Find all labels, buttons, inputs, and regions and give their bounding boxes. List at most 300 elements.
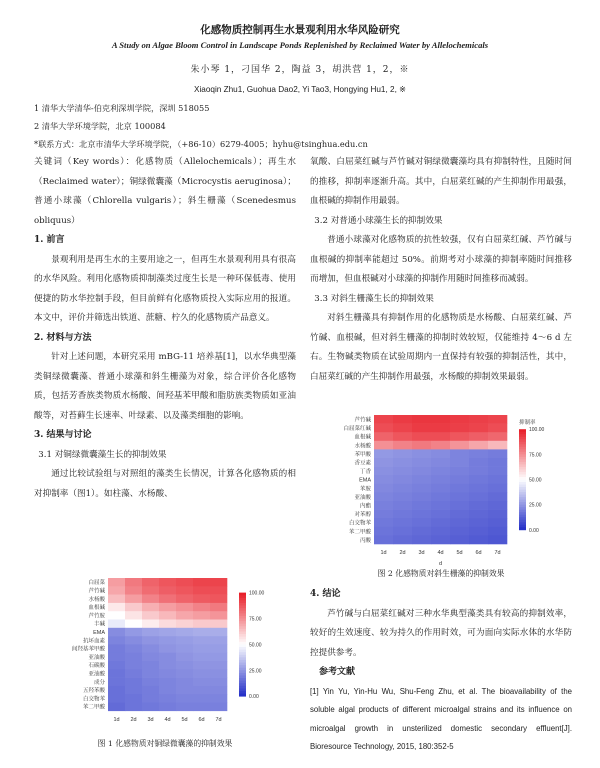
heatmap-cell [142, 595, 159, 604]
heatmap-cell [176, 578, 193, 587]
legend-swatch [239, 631, 246, 634]
heatmap-cell [412, 467, 431, 476]
column-label: 4d [164, 716, 171, 723]
subsection-3-2-heading: 3.2 对普通小球藻生长的抑制效果 [314, 215, 443, 226]
row-label: 水杨酸 [354, 443, 371, 450]
column-label: 1d [113, 716, 120, 723]
heatmap-cell [142, 686, 159, 695]
heatmap-cell [393, 441, 412, 450]
column-label: 7d [215, 716, 222, 723]
heatmap-cell [412, 527, 431, 536]
row-label: 水杨酸 [88, 596, 105, 603]
heatmap-cell [431, 527, 450, 536]
heatmap-cell [488, 475, 507, 484]
subsection-3-1-heading: 3.1 对铜绿微囊藻生长的抑制效果 [38, 449, 167, 460]
x-axis-label: d [438, 561, 443, 567]
heatmap-cell [374, 432, 393, 441]
legend-swatch [239, 652, 246, 655]
heatmap-cell [393, 415, 412, 424]
heatmap-cell [176, 686, 193, 695]
legend-swatch [239, 626, 246, 629]
heatmap-cell [450, 458, 469, 467]
heatmap-cell [210, 595, 227, 604]
legend-swatch [239, 655, 246, 658]
legend-swatch [519, 449, 526, 452]
figure-2-caption: 图 2 化感物质对斜生栅藻的抑制效果 [377, 569, 505, 578]
legend-title: 抑制率 [519, 420, 536, 427]
heatmap-cell [159, 620, 176, 629]
row-label: 石碳酸 [88, 663, 105, 670]
heatmap-cell [450, 510, 469, 519]
heatmap-cell [393, 535, 412, 544]
heatmap-cell [431, 424, 450, 433]
heatmap-cell [374, 449, 393, 458]
legend-swatch [239, 616, 246, 619]
authors-zh: 朱小琴 1，刁国华 2，陶益 3，胡洪营 1，2，※ [190, 65, 410, 75]
heatmap-cell [374, 518, 393, 527]
heatmap-cell [176, 694, 193, 703]
heatmap-cell [412, 518, 431, 527]
heatmap-cell [159, 586, 176, 595]
column-label: 5d [181, 716, 188, 723]
heatmap-cell [488, 458, 507, 467]
heatmap-cell [176, 669, 193, 678]
heatmap-cell [450, 518, 469, 527]
heatmap-cell [393, 492, 412, 501]
legend-tick: 25.00 [529, 502, 542, 509]
right-column-top [310, 153, 572, 387]
legend-tick: 0.00 [249, 694, 259, 701]
heatmap-cell [125, 586, 142, 595]
legend-tick: 75.00 [529, 452, 542, 459]
heatmap-cell [125, 703, 142, 712]
legend-swatch [519, 469, 526, 472]
heatmap-cell [374, 535, 393, 544]
legend-swatch [239, 619, 246, 622]
heatmap-cell [125, 653, 142, 662]
results-paragraph-1-cont: 氧酸、白屈菜红碱与芦竹碱对铜绿微囊藻均具有抑制特性，且随时间的推移，抑制率逐渐升高。其中，白屈菜红碱的产生抑制作用最强，血根碱的抑制作用最弱。 [310, 157, 572, 206]
heatmap-cell [469, 535, 488, 544]
legend-swatch [519, 487, 526, 490]
legend-swatch [519, 512, 526, 515]
heatmap-cell [450, 484, 469, 493]
heatmap-cell [488, 510, 507, 519]
legend-swatch [239, 678, 246, 681]
legend-swatch [239, 647, 246, 650]
row-label: EMA [359, 477, 371, 484]
legend-swatch [519, 490, 526, 493]
heatmap-cell [108, 620, 125, 629]
heatmap-cell [488, 441, 507, 450]
heatmap-cell [374, 492, 393, 501]
heatmap-cell [488, 501, 507, 510]
heatmap-cell [374, 475, 393, 484]
heatmap-cell [142, 703, 159, 712]
column-label: 2d [399, 550, 406, 556]
legend-swatch [519, 474, 526, 477]
heatmap-cell [469, 518, 488, 527]
legend-swatch [519, 464, 526, 467]
legend-swatch [519, 437, 526, 440]
heatmap-cell [412, 458, 431, 467]
heatmap-cell [393, 518, 412, 527]
row-label: 亚油酸 [88, 654, 105, 661]
legend-swatch [519, 520, 526, 523]
heatmap-cell [193, 628, 210, 637]
conclusion-paragraph: 芦竹碱与白屈菜红碱对三种水华典型藻类具有较高的抑制效率，较好的生效速度、较为持久的作用时效，可为面向实际水体的水华防控提供参考。 [310, 608, 572, 658]
heatmap-cell [125, 628, 142, 637]
heatmap-cell [469, 475, 488, 484]
legend-swatch [239, 673, 246, 676]
heatmap-cell [108, 611, 125, 620]
heatmap-cell [431, 441, 450, 450]
row-label: 白屈菜红碱 [343, 426, 371, 433]
heatmap-cell [450, 467, 469, 476]
legend-tick: 100.00 [529, 427, 545, 434]
row-label: 成分 [93, 679, 105, 686]
heatmap-cell [210, 694, 227, 703]
heatmap-cell [469, 424, 488, 433]
right-column-bottom [310, 585, 572, 757]
legend-swatch [239, 611, 246, 614]
heatmap-cell [469, 501, 488, 510]
heatmap-cell [176, 636, 193, 645]
legend-swatch [239, 634, 246, 637]
heatmap-cell [176, 586, 193, 595]
figure-1-heatmap [42, 574, 282, 724]
heatmap-cell [125, 620, 142, 629]
column-label: 6d [475, 550, 482, 556]
heatmap-cell [374, 424, 393, 433]
heatmap-cell [193, 620, 210, 629]
legend-tick: 100.00 [249, 590, 265, 597]
row-label: 香豆素 [354, 460, 371, 467]
heatmap-cell [125, 595, 142, 604]
legend-swatch [519, 517, 526, 520]
heatmap-cell [374, 484, 393, 493]
heatmap-cell [108, 603, 125, 612]
heatmap-cell [450, 449, 469, 458]
references-heading: 参考文献 [319, 667, 356, 677]
paper-title-en: A Study on Algae Bloom Control in Landscape Ponds Replenished by Reclaimed Water by Allelochemicals [111, 40, 489, 50]
heatmap-cell [469, 510, 488, 519]
legend-swatch [239, 642, 246, 645]
heatmap-cell [450, 415, 469, 424]
heatmap-cell [431, 432, 450, 441]
legend-swatch [519, 429, 526, 432]
legend-swatch [239, 694, 246, 697]
legend-swatch [239, 637, 246, 640]
legend-swatch [519, 462, 526, 465]
heatmap-cell [469, 441, 488, 450]
row-label: 芦竹胺 [88, 613, 105, 620]
row-label: 白交物苯 [348, 520, 371, 527]
heatmap-cell [393, 424, 412, 433]
heatmap-cell [125, 603, 142, 612]
legend-swatch [239, 595, 246, 598]
heatmap-cell [431, 518, 450, 527]
legend-swatch [239, 603, 246, 606]
row-label: 白屈菜 [88, 580, 105, 587]
heatmap-cell [108, 686, 125, 695]
heatmap-cell [393, 475, 412, 484]
heatmap-cell [108, 669, 125, 678]
heatmap-cell [488, 415, 507, 424]
heatmap-cell [176, 595, 193, 604]
heatmap-cell [176, 703, 193, 712]
legend-swatch [519, 439, 526, 442]
heatmap-cell [393, 467, 412, 476]
figure-1-caption: 图 1 化感物质对铜绿微囊藻的抑制效果 [97, 739, 233, 748]
legend-swatch [239, 688, 246, 691]
heatmap-cell [210, 578, 227, 587]
section-4-heading: 4. 结论 [310, 589, 341, 599]
heatmap-cell [488, 424, 507, 433]
row-label: 苯二甲酸 [348, 529, 371, 536]
heatmap-cell [193, 686, 210, 695]
affiliation-1: 1 清华大学清华-伯克利深圳学院，深圳 518055 [34, 103, 210, 113]
heatmap-cell [210, 703, 227, 712]
legend-swatch [239, 644, 246, 647]
heatmap-cell [393, 458, 412, 467]
left-column [34, 153, 296, 504]
heatmap-cell [159, 603, 176, 612]
column-label: 5d [456, 550, 463, 556]
heatmap-cell [412, 492, 431, 501]
row-label: 亚油酸 [88, 671, 105, 678]
heatmap-cell [142, 653, 159, 662]
heatmap-cell [142, 586, 159, 595]
legend-swatch [519, 492, 526, 495]
heatmap-cell [412, 501, 431, 510]
section-2-heading: 2. 材料与方法 [34, 332, 92, 343]
heatmap-cell [159, 694, 176, 703]
heatmap-cell [450, 527, 469, 536]
paper-title-zh: 化感物质控制再生水景观利用水华风险研究 [200, 24, 400, 36]
column-label: 6d [198, 716, 205, 723]
column-label: 2d [130, 716, 137, 723]
heatmap-cell [450, 492, 469, 501]
heatmap-cell [193, 603, 210, 612]
affiliation-2: 2 清华大学环境学院，北京 100084 [34, 121, 166, 131]
heatmap-cell [431, 467, 450, 476]
row-label: 丰碱 [93, 621, 105, 628]
legend-swatch [519, 459, 526, 462]
heatmap-cell [125, 678, 142, 687]
heatmap-cell [431, 484, 450, 493]
contact-info: *联系方式：北京市清华大学环境学院，（+86-10）6279-4005；hyhu@tsinghua.edu.cn [34, 139, 368, 149]
column-label: 4d [437, 550, 444, 556]
heatmap-cell [488, 449, 507, 458]
figure-2-heatmap [318, 403, 568, 568]
legend-swatch [519, 497, 526, 500]
heatmap-cell [412, 449, 431, 458]
keywords: 关键词（Key words）：化感物质（Allelochemicals）；再生水（Reclaimed water）；铜绿微囊藻（Microcystis aeruginosa）；普通小球藻（Chlorella vulgaris）；斜生栅藻（Scenedesmus obliquus） [34, 157, 296, 226]
legend-swatch [519, 467, 526, 470]
heatmap-cell [142, 611, 159, 620]
row-label: 苯二甲酸 [82, 704, 105, 711]
legend-swatch [239, 613, 246, 616]
heatmap-cell [176, 644, 193, 653]
heatmap-cell [210, 636, 227, 645]
row-label: EMA [93, 630, 105, 637]
heatmap-cell [431, 510, 450, 519]
heatmap-cell [488, 518, 507, 527]
heatmap-cell [374, 441, 393, 450]
legend-swatch [239, 683, 246, 686]
heatmap-cell [469, 458, 488, 467]
heatmap-cell [193, 653, 210, 662]
heatmap-cell [193, 595, 210, 604]
legend-swatch [239, 660, 246, 663]
legend-swatch [519, 434, 526, 437]
legend-swatch [239, 675, 246, 678]
heatmap-cell [450, 475, 469, 484]
results-paragraph-1: 通过比较试验组与对照组的藻类生长情况，计算各化感物质的相对抑制率（图1）。如柱藻、水杨酸、 [34, 469, 296, 499]
heatmap-cell [108, 595, 125, 604]
row-label: 内酯 [359, 503, 371, 510]
heatmap-cell [450, 424, 469, 433]
row-label: 五羟苯酸 [82, 688, 105, 695]
heatmap-cell [176, 653, 193, 662]
heatmap-cell [488, 467, 507, 476]
heatmap-cell [450, 501, 469, 510]
row-label: 亚油酸 [354, 494, 371, 501]
legend-swatch [239, 598, 246, 601]
heatmap-cell [393, 484, 412, 493]
heatmap-cell [210, 686, 227, 695]
heatmap-cell [159, 653, 176, 662]
heatmap-cell [159, 636, 176, 645]
legend-swatch [519, 522, 526, 525]
heatmap-cell [469, 449, 488, 458]
heatmap-cell [125, 644, 142, 653]
heatmap-cell [210, 586, 227, 595]
heatmap-cell [108, 703, 125, 712]
heatmap-cell [210, 644, 227, 653]
heatmap-cell [488, 432, 507, 441]
heatmap-cell [108, 586, 125, 595]
legend-swatch [519, 480, 526, 483]
heatmap-cell [210, 620, 227, 629]
legend-swatch [519, 485, 526, 488]
row-label: 丙酸 [359, 537, 371, 544]
heatmap-cell [488, 535, 507, 544]
heatmap-cell [469, 467, 488, 476]
heatmap-cell [393, 449, 412, 458]
heatmap-cell [210, 678, 227, 687]
section-3-heading: 3. 结果与讨论 [34, 430, 92, 440]
heatmap-cell [125, 669, 142, 678]
heatmap-cell [469, 492, 488, 501]
heatmap-cell [159, 669, 176, 678]
heatmap-cell [142, 636, 159, 645]
heatmap-cell [142, 620, 159, 629]
heatmap-cell [142, 603, 159, 612]
legend-swatch [519, 477, 526, 480]
heatmap-cell [176, 628, 193, 637]
results-paragraph-2: 普通小球藻对化感物质的抗性较强，仅有白屈菜红碱、芦竹碱与血根碱的抑制率能超过 50%。前期考对小球藻的抑制率随时间推移而增加，但血根碱对小球藻的抑制作用随时间推移而减弱。 [310, 235, 572, 284]
heatmap-cell [193, 578, 210, 587]
heatmap-cell [374, 458, 393, 467]
heatmap-cell [176, 603, 193, 612]
heatmap-cell [374, 510, 393, 519]
heatmap-cell [108, 644, 125, 653]
heatmap-cell [193, 611, 210, 620]
heatmap-cell [108, 628, 125, 637]
heatmap-cell [412, 441, 431, 450]
heatmap-cell [142, 578, 159, 587]
section-1-heading: 1. 前言 [34, 235, 65, 245]
reference-list [310, 683, 572, 757]
heatmap-cell [193, 636, 210, 645]
heatmap-cell [393, 501, 412, 510]
heatmap-cell [176, 678, 193, 687]
heatmap-cell [210, 603, 227, 612]
heatmap-cell [159, 644, 176, 653]
heatmap-cell [193, 678, 210, 687]
heatmap-cell [142, 661, 159, 670]
legend-tick: 75.00 [249, 616, 262, 623]
legend-swatch [519, 454, 526, 457]
heatmap-cell [374, 415, 393, 424]
legend-swatch [239, 621, 246, 624]
heatmap-cell [125, 611, 142, 620]
heatmap-cell [108, 578, 125, 587]
results-paragraph-3: 对斜生栅藻具有抑制作用的化感物质是水杨酸、白屈菜红碱、芦竹碱、血根碱，但对斜生栅藻的抑制时效较短，仅能维持 4～6 d 左右。生物碱类物质在试验周期内一直保持有较强的抑制活性，其中，白屈菜红碱的产生抑制作用最强，水杨酸的抑制效果最弱。 [310, 313, 572, 382]
heatmap-cell [159, 628, 176, 637]
legend-swatch [239, 650, 246, 653]
column-label: 1d [380, 550, 387, 556]
heatmap-cell [450, 441, 469, 450]
heatmap-cell [412, 510, 431, 519]
legend-swatch [239, 686, 246, 689]
legend-swatch [239, 681, 246, 684]
heatmap-cell [431, 449, 450, 458]
column-label: 3d [147, 716, 154, 723]
legend-swatch [239, 624, 246, 627]
legend-swatch [239, 668, 246, 671]
heatmap-cell [488, 484, 507, 493]
legend-swatch [239, 665, 246, 668]
heatmap-cell [488, 527, 507, 536]
legend-swatch [519, 452, 526, 455]
legend-swatch [239, 639, 246, 642]
heatmap-cell [393, 527, 412, 536]
heatmap-cell [108, 653, 125, 662]
heatmap-cell [193, 661, 210, 670]
heatmap-cell [488, 492, 507, 501]
methods-paragraph: 针对上述问题，本研究采用 mBG-11 培养基[1]，以水华典型藻类铜绿微囊藻、普通小球藻和斜生栅藻为对象，综合评价各化感物质，包括芳香族类物质水杨酸、间羟基苯甲酸和脂肪族类物质如亚油酸等，对苔藓生长速率、叶绿素、以及藻类细胞的影响。 [34, 352, 296, 421]
heatmap-cell [125, 686, 142, 695]
heatmap-cell [142, 644, 159, 653]
row-label: 间羟基苯甲酸 [71, 646, 105, 653]
legend-swatch [239, 663, 246, 666]
row-label: 芦竹碱 [88, 588, 105, 595]
heatmap-cell [176, 620, 193, 629]
legend-swatch [519, 432, 526, 435]
heatmap-cell [176, 611, 193, 620]
heatmap-cell [431, 492, 450, 501]
heatmap-cell [159, 595, 176, 604]
heatmap-cell [193, 586, 210, 595]
legend-tick: 25.00 [249, 668, 262, 675]
heatmap-cell [125, 636, 142, 645]
row-label: 白交物苯 [82, 696, 105, 703]
heatmap-cell [450, 535, 469, 544]
authors-en: Xiaoqin Zhu1, Guohua Dao2, Yi Tao3, Hongying Hu1, 2, ※ [194, 85, 406, 94]
heatmap-cell [108, 678, 125, 687]
